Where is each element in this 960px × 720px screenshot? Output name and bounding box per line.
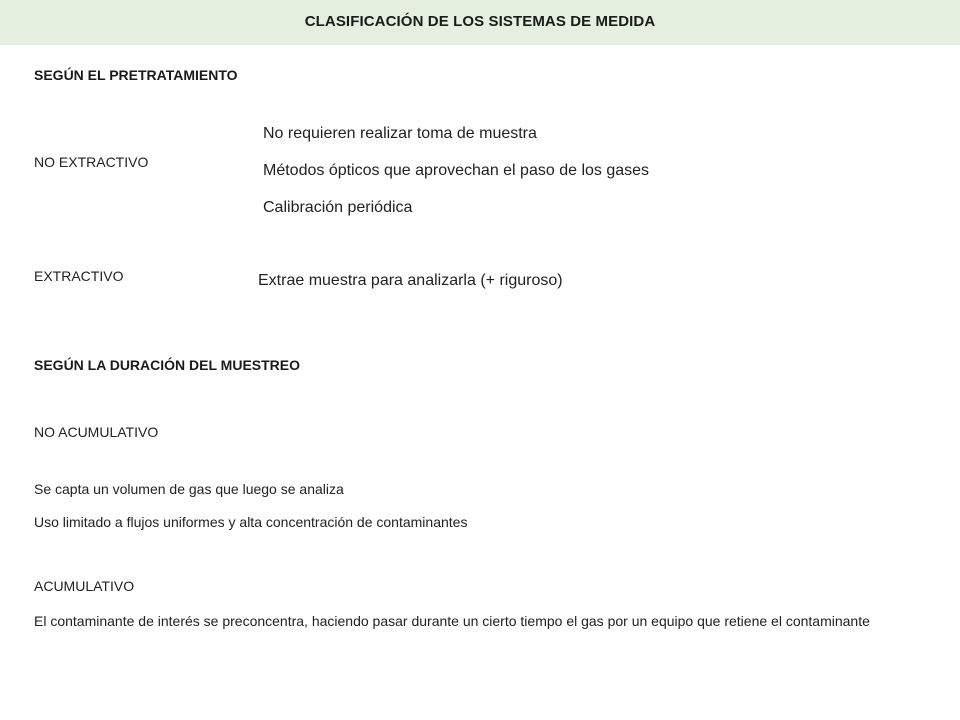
section-heading-pretratamiento: SEGÚN EL PRETRATAMIENTO: [34, 67, 238, 83]
no-extractivo-item: Calibración periódica: [263, 199, 413, 216]
page-title: CLASIFICACIÓN DE LOS SISTEMAS DE MEDIDA: [304, 13, 656, 30]
no-acumulativo-line: Uso limitado a flujos uniformes y alta concentración de contaminantes: [34, 514, 468, 530]
label-no-acumulativo: NO ACUMULATIVO: [34, 424, 159, 440]
acumulativo-description: El contaminante de interés se preconcentra, haciendo pasar durante un cierto tiempo el gas por un equipo que retiene el contaminante: [34, 613, 870, 629]
label-acumulativo: ACUMULATIVO: [34, 578, 135, 594]
label-no-extractivo: NO EXTRACTIVO: [34, 154, 149, 170]
no-acumulativo-line: Se capta un volumen de gas que luego se analiza: [34, 481, 344, 497]
extractivo-description: Extrae muestra para analizarla (+ riguroso): [258, 272, 563, 289]
no-extractivo-item: Métodos ópticos que aprovechan el paso de los gases: [263, 162, 650, 179]
label-extractivo: EXTRACTIVO: [34, 268, 124, 284]
no-extractivo-item: No requieren realizar toma de muestra: [263, 125, 537, 142]
section-heading-duracion: SEGÚN LA DURACIÓN DEL MUESTREO: [34, 357, 301, 373]
title-bar: [0, 0, 960, 45]
